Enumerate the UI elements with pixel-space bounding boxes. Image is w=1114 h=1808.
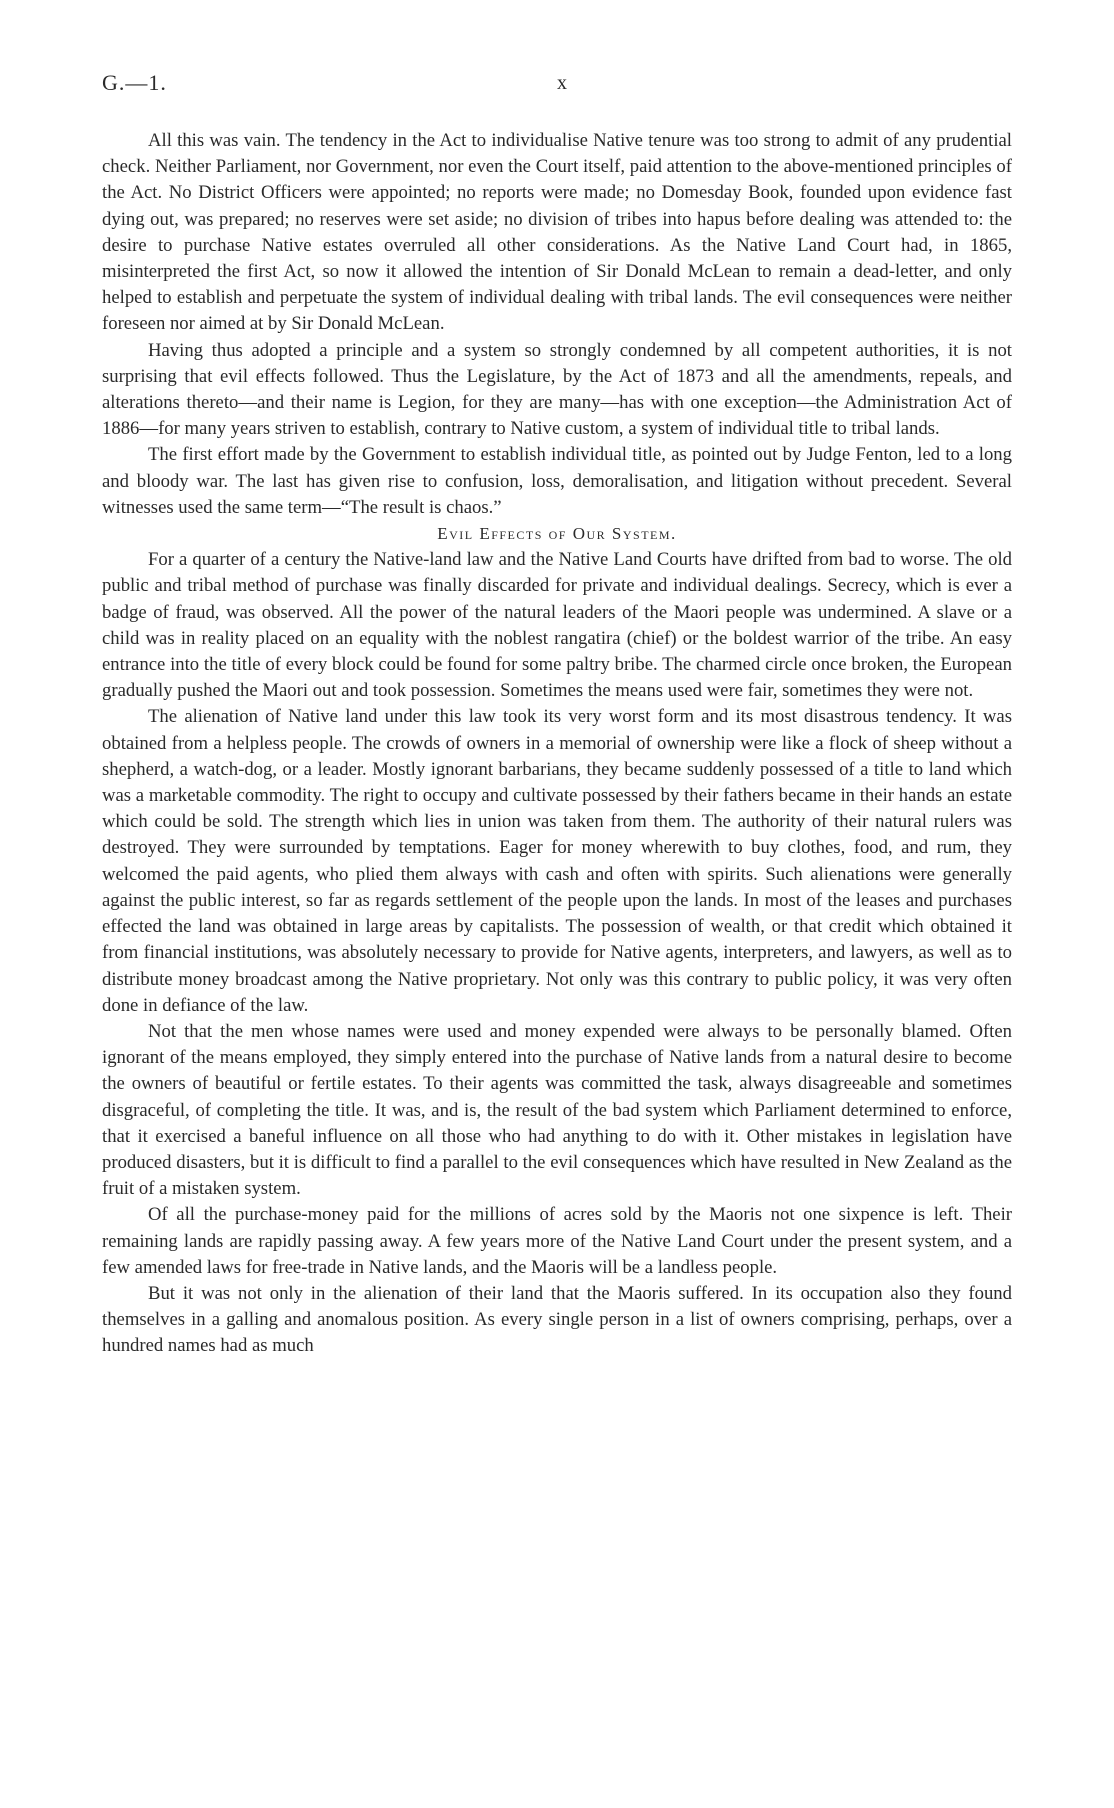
paragraph: Having thus adopted a principle and a system so strongly condemned by all competent authorities, it is not surprising that evil effects followed. Thus the Legislature, by the Act of 1873 and all the amendments, repeals, and alterations thereto—and their name is Legion, for they are many—has with one exception—the Administration Act of 1886—for many years striven to establish, contrary to Native custom, a system of individual title to tribal lands. <box>102 339 1012 440</box>
paragraph: But it was not only in the alienation of their land that the Maoris suffered. In its occupation also they found themselves in a galling and anomalous position. As every single person in a list of owners comprising, perhaps, over a hundred names had as much <box>102 1282 1012 1357</box>
body-text <box>102 128 1012 1360</box>
paragraph: The first effort made by the Government to establish individual title, as pointed out by Judge Fenton, led to a long and bloody war. The last has given rise to confusion, loss, demoralisation, and litigation without precedent. Several witnesses used the same term—“The result is chaos.” <box>102 444 1012 518</box>
page-number: x <box>557 72 567 94</box>
page-header <box>102 70 1012 110</box>
document-reference: G.—1. <box>102 70 167 95</box>
paragraph: Not that the men whose names were used and money expended were always to be personally blamed. Often ignorant of the means employed, they simply entered into the purchase of Native lands from a natural desire to become the owners of beautiful or fertile estates. To their agents was committed the task, always disagreeable and sometimes disgraceful, of completing the title. It was, and is, the result of the bad system which Parliament determined to enforce, that it exercised a baneful influence on all those who had anything to do with it. Other mistakes in legislation have produced disasters, but it is difficult to find a parallel to the evil consequences which have resulted in New Zealand as the fruit of a mistaken system. <box>102 1020 1012 1200</box>
paragraph: All this was vain. The tendency in the Act to individualise Native tenure was too strong to admit of any prudential check. Neither Parliament, nor Government, nor even the Court itself, paid attention to the above-mentioned principles of the Act. No District Officers were appointed; no reports were made; no Domesday Book, founded upon evidence fast dying out, was prepared; no reserves were set aside; no division of tribes into hapus before dealing was attended to: the desire to purchase Native estates overruled all other considerations. As the Native Land Court had, in 1865, misinterpreted the first Act, so now it allowed the intention of Sir Donald McLean to remain a dead-letter, and only helped to establish and perpetuate the system of individual dealing with tribal lands. The evil consequences were neither foreseen nor aimed at by Sir Donald McLean. <box>102 130 1012 335</box>
paragraph: Of all the purchase-money paid for the millions of acres sold by the Maoris not one sixpence is left. Their remaining lands are rapidly passing away. A few years more of the Native Land Court under the present system, and a few amended laws for free-trade in Native lands, and the Maoris will be a landless people. <box>102 1204 1012 1278</box>
paragraph: For a quarter of a century the Native-land law and the Native Land Courts have drifted from bad to worse. The old public and tribal method of purchase was finally discarded for private and individual dealings. Secrecy, which is ever a badge of fraud, was observed. All the power of the natural leaders of the Maori people was undermined. A slave or a child was in reality placed on an equality with the noblest rangatira (chief) or the boldest warrior of the tribe. An easy entrance into the title of every block could be found for some paltry bribe. The charmed circle once broken, the European gradually pushed the Maori out and took possession. Sometimes the means used were fair, sometimes they were not. <box>102 549 1012 702</box>
section-heading: Evil Effects of Our System. <box>437 524 677 544</box>
paragraph: The alienation of Native land under this law took its very worst form and its most disastrous tendency. It was obtained from a helpless people. The crowds of owners in a memorial of ownership were like a flock of sheep without a shepherd, a watch-dog, or a leader. Mostly ignorant barbarians, they became suddenly possessed of a title to land which was a marketable commodity. The right to occupy and cultivate possessed by their fathers became in their hands an estate which could be sold. The strength which lies in union was taken from them. The authority of their natural rulers was destroyed. They were surrounded by temptations. Eager for money wherewith to buy clothes, food, and rum, they welcomed the paid agents, who plied them always with cash and often with spirits. Such alienations were generally against the public interest, so far as regards settlement of the people upon the lands. In most of the leases and purchases effected the land was obtained in large areas by capitalists. The possession of wealth, or that credit which obtained it from financial institutions, was absolutely necessary to provide for Native agents, interpreters, and lawyers, as well as to distribute money broadcast among the Native proprietary. Not only was this contrary to public policy, it was very often done in defiance of the law. <box>102 706 1012 1016</box>
